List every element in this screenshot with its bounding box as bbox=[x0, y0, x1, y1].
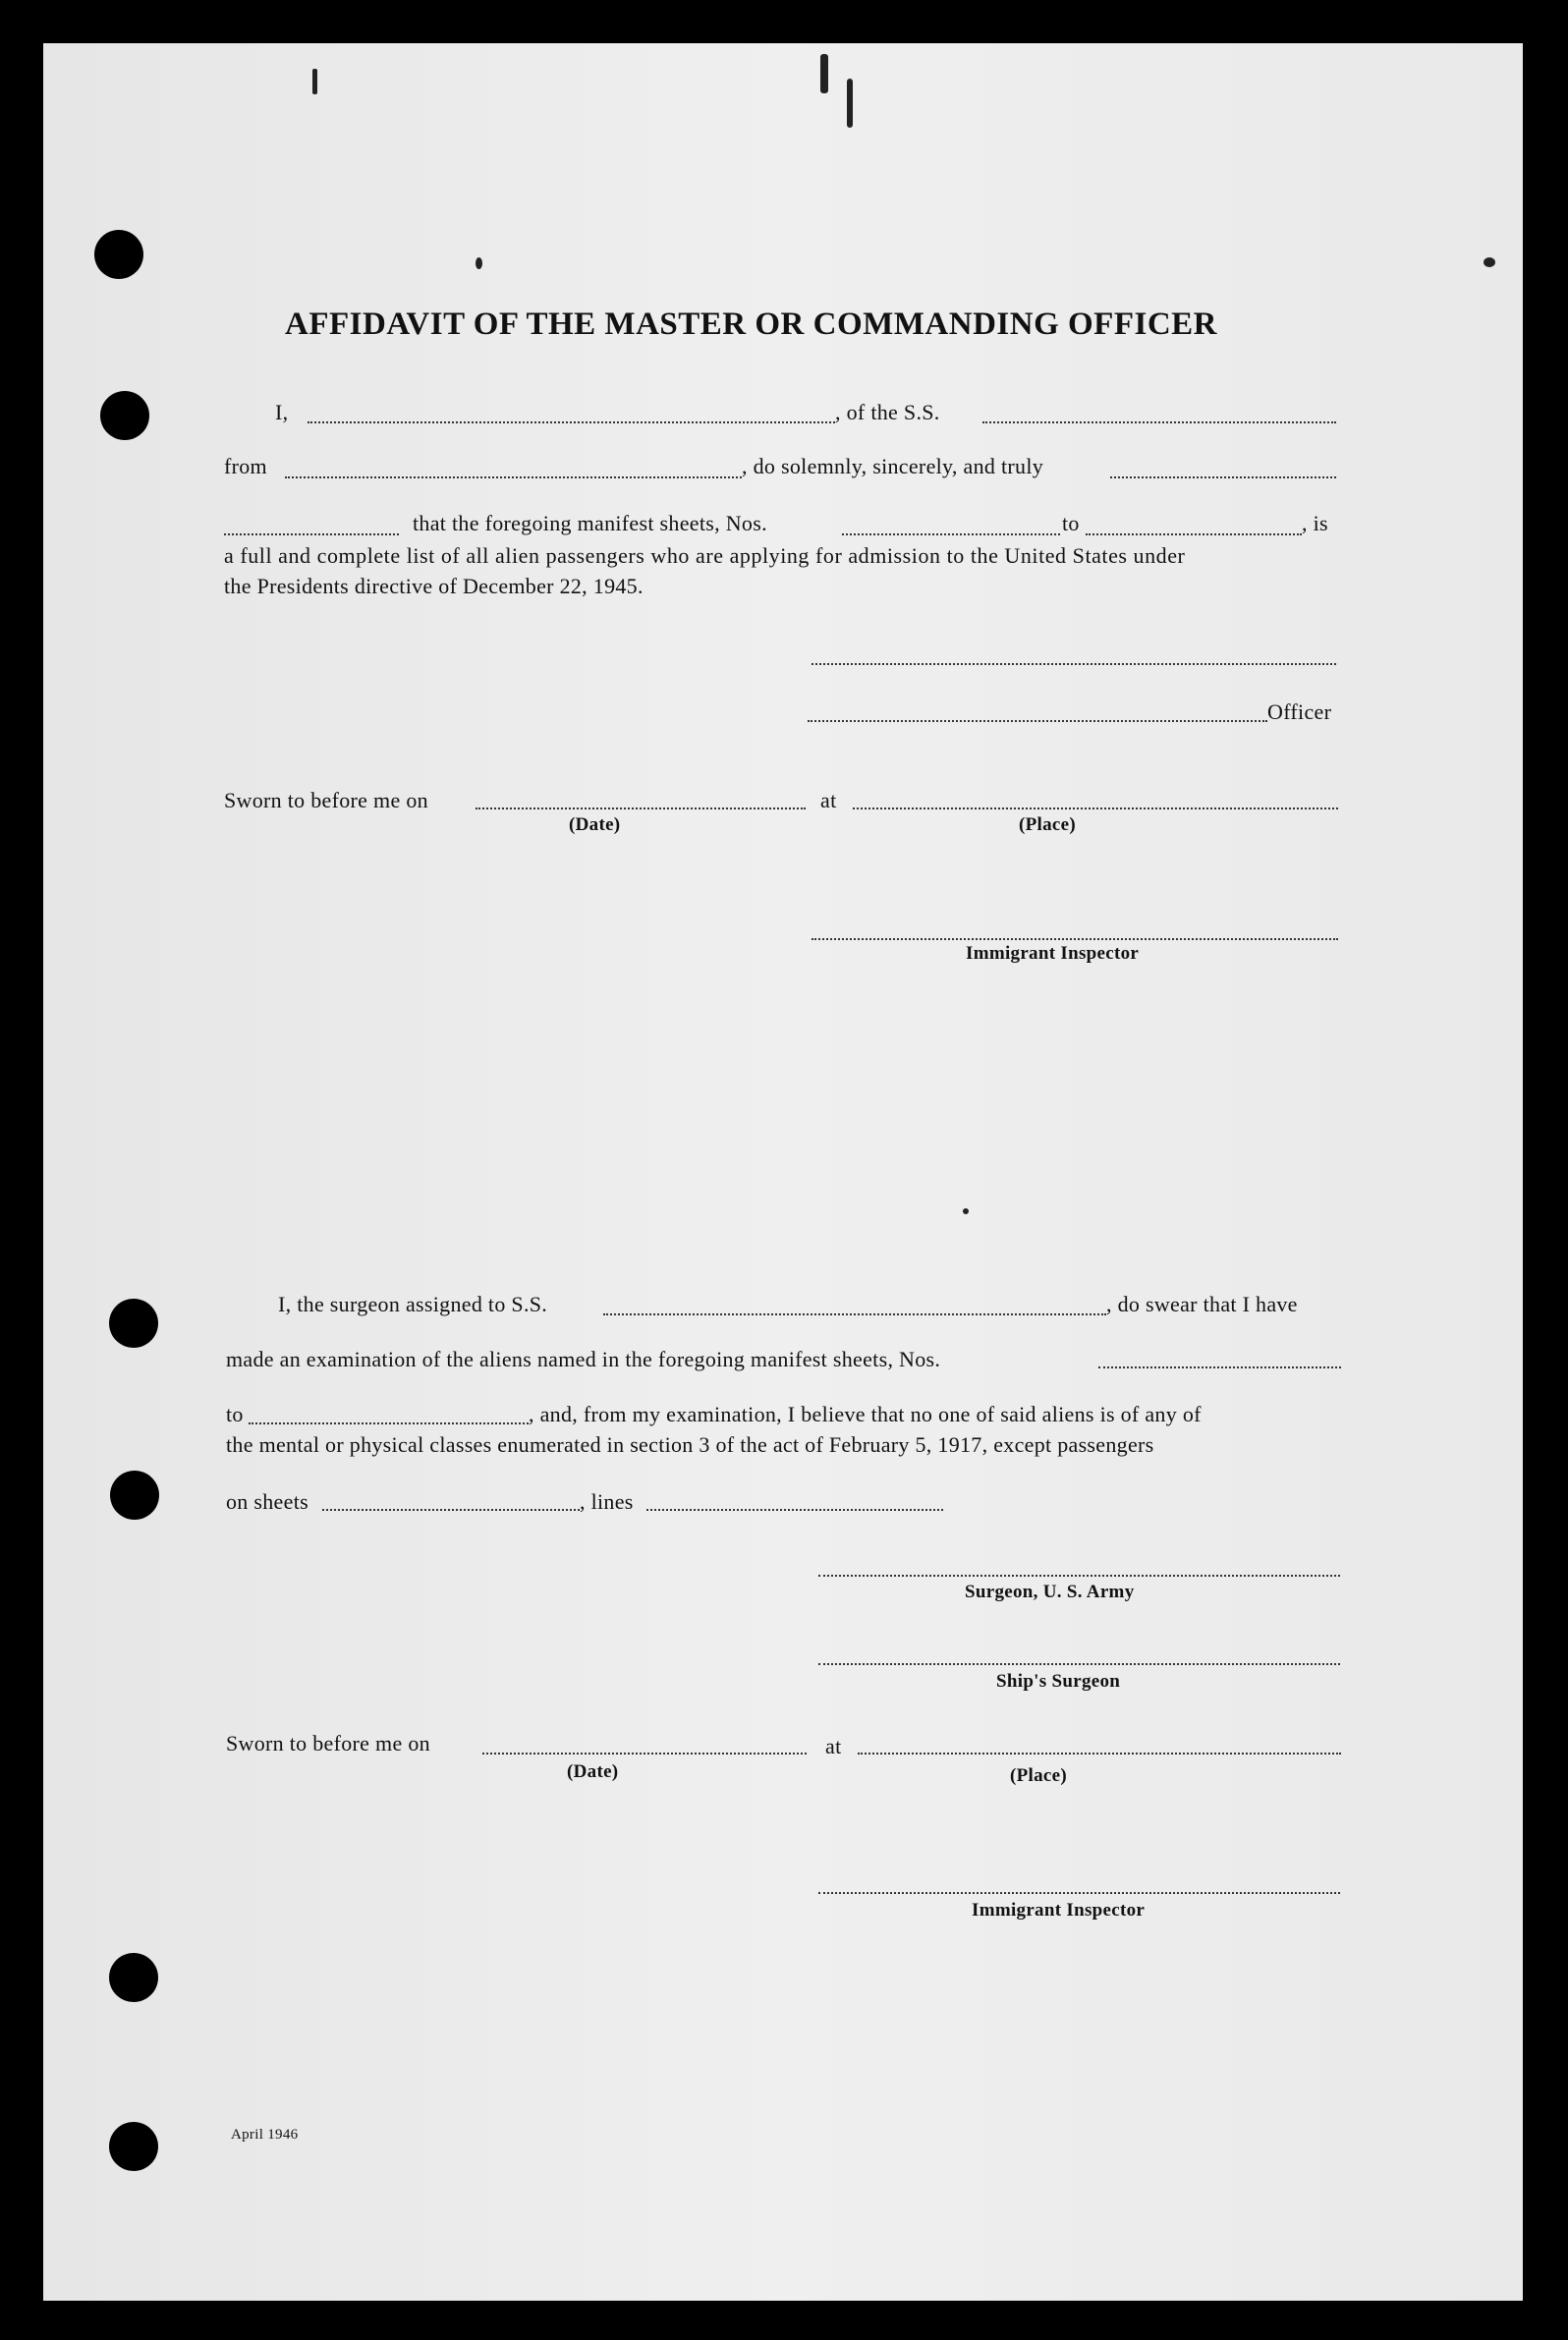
officer-label: Officer bbox=[1267, 699, 1332, 724]
master-line4: a full and complete list of all alien passengers who are applying for admission to the United States under bbox=[224, 543, 1186, 568]
speck bbox=[1484, 257, 1495, 267]
surgeon-sworn-date-field[interactable] bbox=[482, 1753, 807, 1755]
speck bbox=[820, 54, 828, 93]
document-title: AFFIDAVIT OF THE MASTER OR COMMANDING OFFICER bbox=[285, 306, 1217, 342]
surgeon-ship-field[interactable] bbox=[603, 1313, 1106, 1315]
master-line2-prefix: from bbox=[224, 454, 267, 478]
master-inspector-signature-line[interactable] bbox=[812, 938, 1338, 940]
surgeon-line5-mid: , lines bbox=[580, 1489, 634, 1514]
footer-date: April 1946 bbox=[231, 2127, 299, 2143]
punch-hole-4 bbox=[110, 1471, 159, 1520]
master-sworn-prefix: Sworn to before me on bbox=[224, 788, 428, 812]
speck bbox=[312, 69, 317, 94]
punch-hole-1 bbox=[94, 230, 143, 279]
master-date-label: (Date) bbox=[569, 814, 621, 835]
surgeon-nos-to-field[interactable] bbox=[249, 1422, 529, 1424]
surgeon-line1-prefix: I, the surgeon assigned to S.S. bbox=[278, 1292, 548, 1316]
surgeon-sheets-field[interactable] bbox=[322, 1509, 580, 1511]
army-surgeon-label: Surgeon, U. S. Army bbox=[965, 1582, 1135, 1602]
speck bbox=[476, 257, 482, 269]
master-name-field[interactable] bbox=[308, 421, 835, 423]
army-surgeon-signature-line[interactable] bbox=[818, 1575, 1340, 1577]
speck bbox=[847, 79, 853, 128]
surgeon-place-label: (Place) bbox=[1010, 1765, 1068, 1786]
surgeon-sworn-at: at bbox=[825, 1734, 842, 1758]
master-sworn-place-field[interactable] bbox=[853, 808, 1338, 809]
master-sworn-date-field[interactable] bbox=[476, 808, 806, 809]
punch-hole-3 bbox=[109, 1299, 158, 1348]
speck bbox=[963, 1208, 969, 1214]
surgeon-line3-prefix: to bbox=[226, 1402, 244, 1426]
officer-signature-line-2[interactable] bbox=[808, 720, 1267, 722]
surgeon-lines-field[interactable] bbox=[646, 1509, 943, 1511]
master-ship-field[interactable] bbox=[982, 421, 1336, 423]
master-line1-prefix: I, bbox=[275, 400, 289, 424]
master-place-label: (Place) bbox=[1019, 814, 1077, 835]
master-sworn-at: at bbox=[820, 788, 837, 812]
master-inspector-label: Immigrant Inspector bbox=[966, 943, 1140, 964]
master-oath-field[interactable] bbox=[1110, 476, 1336, 478]
master-line3-to: to bbox=[1062, 511, 1080, 535]
surgeon-line1-end: , do swear that I have bbox=[1106, 1292, 1298, 1316]
ships-surgeon-signature-line[interactable] bbox=[818, 1663, 1340, 1665]
master-line3-end: , is bbox=[1302, 511, 1328, 535]
master-line5: the Presidents directive of December 22, 1945. bbox=[224, 574, 644, 598]
master-line2-mid: , do solemnly, sincerely, and truly bbox=[742, 454, 1044, 478]
surgeon-line4: the mental or physical classes enumerated in section 3 of the act of February 5, 1917, except passengers bbox=[226, 1432, 1154, 1457]
surgeon-line2: made an examination of the aliens named in the foregoing manifest sheets, Nos. bbox=[226, 1347, 941, 1371]
surgeon-sworn-place-field[interactable] bbox=[858, 1753, 1341, 1755]
surgeon-inspector-signature-line[interactable] bbox=[818, 1892, 1340, 1894]
surgeon-line5-prefix: on sheets bbox=[226, 1489, 308, 1514]
surgeon-date-label: (Date) bbox=[567, 1761, 619, 1782]
master-from-field[interactable] bbox=[285, 476, 742, 478]
master-line3-mid: that the foregoing manifest sheets, Nos. bbox=[413, 511, 767, 535]
master-line1-mid: , of the S.S. bbox=[835, 400, 940, 424]
ships-surgeon-label: Ship's Surgeon bbox=[996, 1671, 1121, 1692]
punch-hole-5 bbox=[109, 1953, 158, 2002]
master-nos-to-field[interactable] bbox=[1086, 533, 1302, 535]
officer-signature-line-1[interactable] bbox=[812, 663, 1336, 665]
paper-sheet bbox=[43, 43, 1523, 2301]
punch-hole-2 bbox=[100, 391, 149, 440]
surgeon-line3-mid: , and, from my examination, I believe that no one of said aliens is of any of bbox=[529, 1402, 1202, 1426]
surgeon-inspector-label: Immigrant Inspector bbox=[972, 1900, 1146, 1921]
master-nos-from-field[interactable] bbox=[842, 533, 1060, 535]
surgeon-sworn-prefix: Sworn to before me on bbox=[226, 1731, 430, 1755]
master-oath-cont-field[interactable] bbox=[224, 533, 399, 535]
punch-hole-6 bbox=[109, 2122, 158, 2171]
surgeon-nos-from-field[interactable] bbox=[1098, 1366, 1341, 1368]
